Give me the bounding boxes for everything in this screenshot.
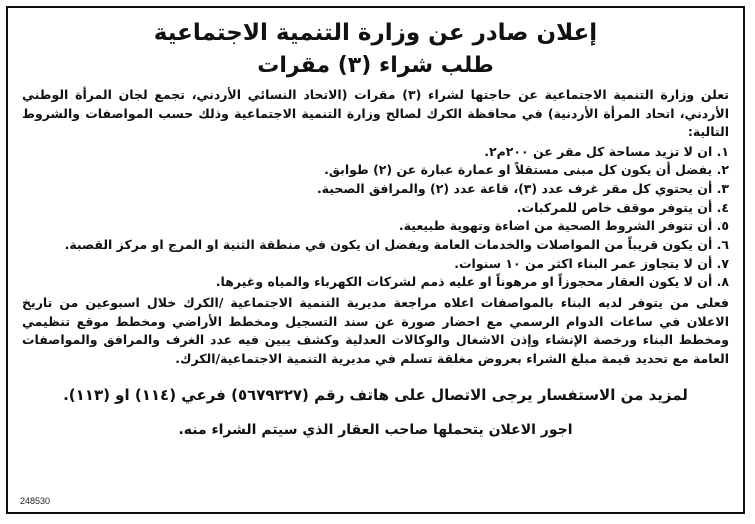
condition-item: ١. ان لا تزيد مساحة كل مقر عن ٢٠٠م٢. bbox=[484, 143, 729, 159]
announcement-title: إعلان صادر عن وزارة التنمية الاجتماعية bbox=[153, 20, 598, 46]
condition-item: ٧. أن لا يتجاوز عمر البناء اكثر من ١٠ سنوات. bbox=[454, 255, 729, 271]
condition-item: ٨. أن لا يكون العقار محجوزاً او مرهوناً او عليه ذمم لشركات الكهرباء والمياه وغيرها. bbox=[215, 274, 729, 290]
reference-number: 248530 bbox=[20, 496, 51, 506]
conditions-list bbox=[22, 143, 729, 293]
announcement-frame bbox=[6, 6, 745, 514]
announcement-subtitle: طلب شراء (٣) مقرات bbox=[257, 53, 494, 78]
inquiry-line: لمزيد من الاستفسار يرجى الاتصال على هاتف رقم (٥٦٧٩٣٢٧) فرعي (١١٤) او (١١٣). bbox=[63, 386, 688, 405]
condition-item: ٤. أن يتوفر موقف خاص للمركبات. bbox=[516, 199, 729, 215]
condition-item: ٢. يفضل أن يكون كل مبنى مستقلاً او عمارة عبارة عن (٢) طوابق. bbox=[324, 162, 729, 178]
announcement-content bbox=[22, 16, 729, 440]
condition-item: ٦. أن يكون قريباً من المواصلات والخدمات العامة ويفضل ان يكون في منطقة الثنية او المرج او مركز القصبة. bbox=[64, 237, 729, 253]
intro-paragraph: تعلن وزارة التنمية الاجتماعية عن حاجتها لشراء (٣) مقرات (الاتحاد النسائي الأردني، تجمع لجان المرأة الوطني الأردني، اتحاد المرأة الأردنية) في محافظة الكرك لصالح وزارة التنمية الاجتماعية وذلك حسب المواصفات والشروط التالية: bbox=[22, 87, 730, 139]
condition-item: ٥. أن تتوفر الشروط الصحية من اضاءة وتهوية طبيعية. bbox=[398, 218, 729, 234]
instructions-paragraph: فعلى من يتوفر لديه البناء بالمواصفات اعلاه مراجعة مديرية التنمية الاجتماعية /الكرك خلال اسبوعين من تاريخ الاعلان في ساعات الدوام الرسمي مع احضار صورة عن سند التسجيل ومخطط الأراضي ومخطط موقع تنظيمي ومخطط البناء ورخصة الإنشاء وإذن الاشغال والوكالات العدلية وكشف يبين فيه عدد الغرف والمرافق والمواصفات العامة مع تحديد قيمة مبلغ الشراء بعروض مغلقة تسلم في مديرية التنمية الاجتماعية/الكرك. bbox=[22, 295, 729, 366]
fees-note: اجور الاعلان يتحملها صاحب العقار الذي سيتم الشراء منه. bbox=[178, 422, 573, 439]
condition-item: ٣. أن يحتوي كل مقر غرف عدد (٣)، قاعة عدد (٢) والمرافق الصحية. bbox=[316, 180, 729, 196]
